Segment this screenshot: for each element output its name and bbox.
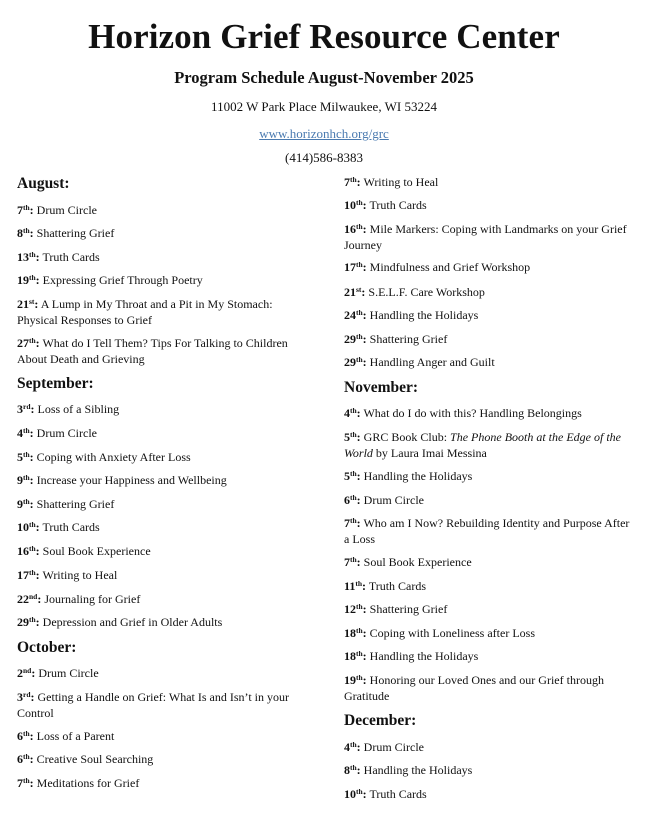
list-item: [17, 615, 312, 631]
event-date: 8th:: [344, 763, 361, 777]
page-subtitle: Program Schedule August-November 2025: [174, 68, 474, 87]
event-date: 10th:: [344, 198, 367, 212]
event-title: Truth Cards: [42, 520, 100, 534]
event-date: 5th:: [344, 430, 361, 444]
event-date: 7th:: [344, 555, 361, 569]
event-title: Loss of a Parent: [36, 729, 115, 743]
event-date: 8th:: [17, 226, 34, 240]
event-date: 27th:: [17, 336, 40, 350]
event-title: Shattering Grief: [36, 226, 115, 240]
event-title: Drum Circle: [363, 740, 424, 754]
event-date: 29th:: [344, 355, 367, 369]
event-date: 22nd:: [17, 592, 42, 606]
event-date: 16th:: [17, 544, 40, 558]
event-title: Truth Cards: [369, 198, 427, 212]
list-item: [17, 690, 312, 721]
event-date: 4th:: [344, 406, 361, 420]
event-date: 19th:: [17, 273, 40, 287]
event-date: 7th:: [344, 516, 361, 530]
event-date: 12th:: [344, 602, 367, 616]
event-title: Truth Cards: [369, 787, 427, 801]
list-item: [17, 568, 312, 584]
list-item: [344, 649, 636, 665]
list-item: [17, 729, 312, 745]
website-link[interactable]: www.horizonhch.org/grc: [259, 126, 389, 141]
list-item: [17, 776, 312, 792]
event-title: Writing to Heal: [42, 568, 118, 582]
event-title: Coping with Loneliness after Loss: [369, 626, 535, 640]
list-item: [17, 203, 312, 219]
event-title: What do I Tell Them? Tips For Talking to Children About Death and Grieving: [17, 336, 288, 366]
list-item: [17, 520, 312, 536]
event-title: Handling the Holidays: [363, 469, 473, 483]
list-item: [344, 355, 636, 371]
list-item: [17, 402, 312, 418]
list-item: [17, 752, 312, 768]
list-item: [344, 222, 636, 253]
list-item: [17, 473, 312, 489]
event-title: Expressing Grief Through Poetry: [42, 273, 203, 287]
event-date: 18th:: [344, 649, 367, 663]
event-date: 5th:: [17, 450, 34, 464]
list-item: [344, 175, 636, 191]
address-line: 11002 W Park Place Milwaukee, WI 53224: [211, 99, 437, 114]
event-date: 21st:: [17, 297, 39, 311]
event-title: S.E.L.F. Care Workshop: [368, 285, 485, 299]
list-item: [344, 198, 636, 214]
event-title: Increase your Happiness and Wellbeing: [36, 473, 227, 487]
list-item: [344, 626, 636, 642]
event-title: Drum Circle: [36, 203, 97, 217]
event-date: 9th:: [17, 497, 34, 511]
event-date: 4th:: [344, 740, 361, 754]
event-title: Soul Book Experience: [363, 555, 472, 569]
event-date: 6th:: [17, 752, 34, 766]
event-title: Mindfulness and Grief Workshop: [369, 260, 531, 274]
list-item: [17, 666, 312, 682]
page-title: Horizon Grief Resource Center: [88, 17, 560, 56]
event-title: Depression and Grief in Older Adults: [42, 615, 223, 629]
list-item: [17, 297, 312, 328]
event-date: 7th:: [17, 203, 34, 217]
list-item: [344, 260, 636, 276]
event-title: Handling the Holidays: [363, 763, 473, 777]
event-date: 24th:: [344, 308, 367, 322]
event-date: 29th:: [344, 332, 367, 346]
list-item: [17, 426, 312, 442]
event-title: Honoring our Loved Ones and our Grief through Gratitude: [344, 673, 604, 703]
event-date: 10th:: [17, 520, 40, 534]
event-title: Drum Circle: [36, 426, 97, 440]
list-item: [17, 250, 312, 266]
event-title: GRC Book Club: The Phone Booth at the Edge of the World by Laura Imai Messina: [344, 430, 621, 460]
event-title: Coping with Anxiety After Loss: [36, 450, 191, 464]
list-item: [344, 469, 636, 485]
event-title: Getting a Handle on Grief: What Is and Isn’t in your Control: [17, 690, 289, 720]
event-date: 3rd:: [17, 402, 35, 416]
list-item: [344, 493, 636, 509]
event-title: Drum Circle: [363, 493, 424, 507]
event-title: Writing to Heal: [363, 175, 439, 189]
month-heading-december: December:: [344, 712, 417, 729]
event-title: Shattering Grief: [369, 602, 448, 616]
event-title: Journaling for Grief: [44, 592, 141, 606]
event-title: Shattering Grief: [369, 332, 448, 346]
list-item: [17, 592, 312, 608]
event-title: Creative Soul Searching: [36, 752, 154, 766]
list-item: [344, 787, 636, 803]
event-date: 7th:: [17, 776, 34, 790]
event-date: 6th:: [17, 729, 34, 743]
event-date: 3rd:: [17, 690, 35, 704]
event-date: 21st:: [344, 285, 366, 299]
event-date: 13th:: [17, 250, 40, 264]
list-item: [17, 497, 312, 513]
list-item: [17, 544, 312, 560]
event-date: 18th:: [344, 626, 367, 640]
list-item: [344, 332, 636, 348]
month-heading-november: November:: [344, 379, 419, 396]
event-date: 17th:: [17, 568, 40, 582]
list-item: [344, 285, 636, 301]
month-heading-august: August:: [17, 175, 70, 192]
event-title: Handling the Holidays: [369, 308, 479, 322]
event-date: 17th:: [344, 260, 367, 274]
list-item: [17, 273, 312, 289]
website-line: [0, 126, 648, 142]
event-date: 5th:: [344, 469, 361, 483]
event-date: 16th:: [344, 222, 367, 236]
event-title: Soul Book Experience: [42, 544, 151, 558]
event-title: A Lump in My Throat and a Pit in My Stomach: Physical Responses to Grief: [17, 297, 273, 327]
event-date: 11th:: [344, 579, 367, 593]
event-title: Shattering Grief: [36, 497, 115, 511]
list-item: [344, 308, 636, 324]
event-title: Mile Markers: Coping with Landmarks on your Grief Journey: [344, 222, 627, 252]
list-item: [17, 336, 312, 367]
month-heading-september: September:: [17, 375, 94, 392]
event-title: Loss of a Sibling: [37, 402, 120, 416]
list-item: [344, 430, 636, 461]
event-date: 29th:: [17, 615, 40, 629]
list-item: [344, 555, 636, 571]
month-heading-october: October:: [17, 639, 77, 656]
event-title: Handling Anger and Guilt: [369, 355, 495, 369]
list-item: [344, 579, 636, 595]
event-title: Truth Cards: [42, 250, 100, 264]
list-item: [344, 673, 636, 704]
list-item: [17, 226, 312, 242]
list-item: [344, 516, 636, 547]
event-title: Meditations for Grief: [36, 776, 140, 790]
list-item: [344, 763, 636, 779]
event-date: 19th:: [344, 673, 367, 687]
phone-line: (414)586-8383: [285, 150, 363, 165]
event-title: Truth Cards: [368, 579, 427, 593]
event-date: 9th:: [17, 473, 34, 487]
list-item: [344, 602, 636, 618]
event-title: Handling the Holidays: [369, 649, 479, 663]
event-title: Drum Circle: [38, 666, 99, 680]
event-date: 7th:: [344, 175, 361, 189]
event-title: Who am I Now? Rebuilding Identity and Purpose After a Loss: [344, 516, 630, 546]
list-item: [344, 740, 636, 756]
list-item: [17, 450, 312, 466]
event-title: What do I do with this? Handling Belongings: [363, 406, 582, 420]
event-date: 2nd:: [17, 666, 36, 680]
event-date: 6th:: [344, 493, 361, 507]
list-item: [344, 406, 636, 422]
event-date: 10th:: [344, 787, 367, 801]
event-date: 4th:: [17, 426, 34, 440]
